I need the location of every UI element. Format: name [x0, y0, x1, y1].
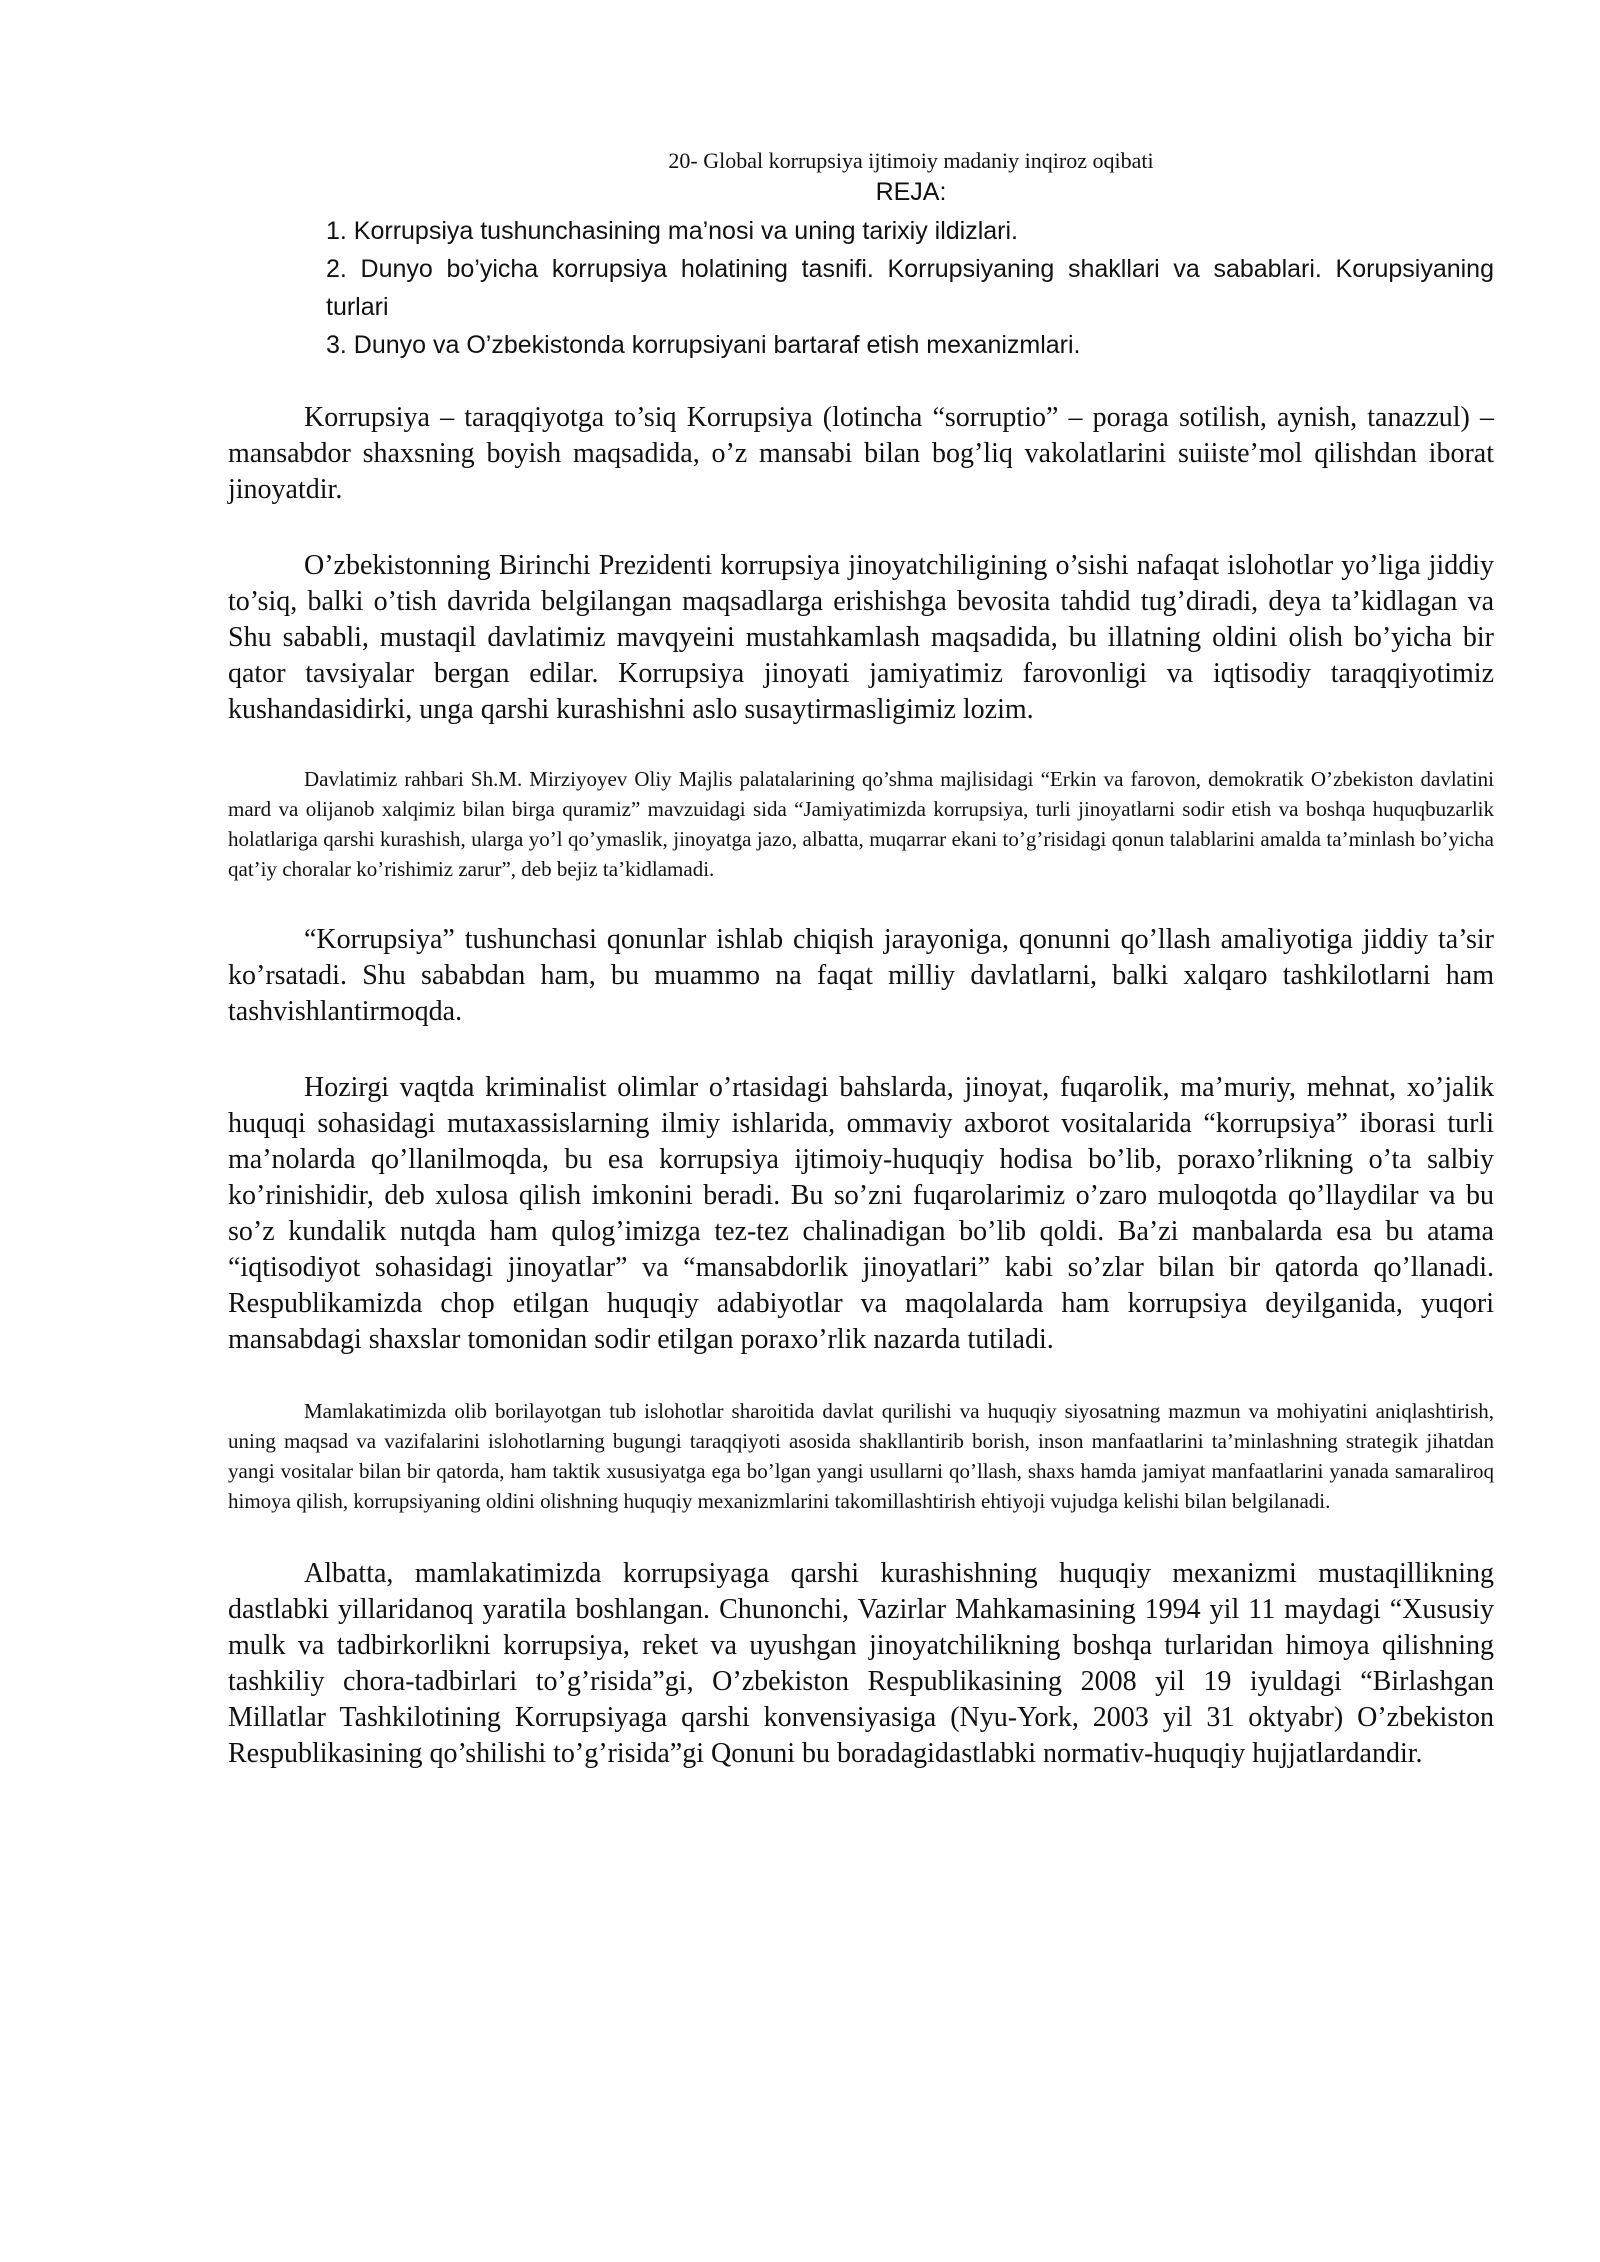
- paragraph-concept: “Korrupsiya” tushunchasi qonunlar ishlab chiqish jarayoniga, qonunni qo’llash amaliyotiga jiddiy ta’sir ko’rsatadi. Shu sababdan ham, bu muammo na faqat milliy davlatlarni, balki xalqaro tashkilotlarni ham tashvishlantirmoqda.: [228, 924, 1494, 1027]
- plan-item: 2. Dunyo bo’yicha korrupsiya holatining tasnifi. Korrupsiyaning shakllari va sabablari. Korupsiyaning turlari: [326, 255, 1494, 321]
- paragraph-legal-mechanism: Albatta, mamlakatimizda korrupsiyaga qarshi kurashishning huquqiy mexanizmi mustaqillikning dastlabki yillaridanoq yaratila boshlangan. Chunonchi, Vazirlar Mahkamasining 1994 yil 11 maydagi “Xususiy mulk va tadbirkorlikni korrupsiya, reket va uyushgan jinoyatchilikning boshqa turlaridan himoya qilishning tashkiliy chora-tadbirlari to’g’risida”gi, O’zbekiston Respublikasining 2008 yil 19 iyuldagi “Birlashgan Millatlar Tashkilotining Korrupsiyaga qarshi konvensiyasiga (Nyu-York, 2003 yil 31 oktyabr) O’zbekiston Respublikasining qo’shilishi to’g’risida”gi Qonuni bu boradagidastlabki normativ-huquqiy hujjatlardandir.: [228, 1558, 1494, 1769]
- plan-list: [228, 212, 1494, 364]
- paragraph-definition: Korrupsiya – taraqqiyotga to’siq Korrupsiya (lotincha “sorruptio” – poraga sotilish, aynish, tanazzul) – mansabdor shaxsning boyish maqsadida, o’z mansabi bilan bog’liq vakolatlarini suiiste’mol qilishdan iborat jinoyatdir.: [228, 402, 1494, 505]
- paragraph-usage: Hozirgi vaqtda kriminalist olimlar o’rtasidagi bahslarda, jinoyat, fuqarolik, ma’muriy, mehnat, xo’jalik huquqi sohasidagi mutaxassislarning ilmiy ishlarida, ommaviy axborot vositalarida “korrupsiya” iborasi turli ma’nolarda qo’llanilmoqda, bu esa korrupsiya ijtimoiy-huquqiy hodisa bo’lib, poraxo’rlikning o’ta salbiy ko’rinishidir, deb xulosa qilish imkonini beradi. Bu so’zni fuqarolarimiz o’zaro muloqotda qo’llaydilar va bu so’z kundalik nutqda ham qulog’imizga tez-tez chalinadigan bo’lib qoldi. Ba’zi manbalarda esa bu atama “iqtisodiyot sohasidagi jinoyatlar” va “mansabdorlik jinoyatlari” kabi so’zlar bilan bir qatorda qo’llanadi. Respublikamizda chop etilgan huquqiy adabiyotlar va maqolalarda ham korrupsiya deyilganida, yuqori mansabdagi shaxslar tomonidan sodir etilgan poraxo’rlik nazarda tutiladi.: [228, 1072, 1494, 1355]
- document-page: [228, 146, 1494, 1772]
- paragraph-reforms: Mamlakatimizda olib borilayotgan tub islohotlar sharoitida davlat qurilishi va huquqiy siyosatning mazmun va mohiyatini aniqlashtirish, uning maqsad va vazifalarini islohotlarning bugungi taraqqiyoti asosida shakllantirib borish, inson manfaatlarini ta’minlashning strategik jihatdan yangi vositalar bilan bir qatorda, ham taktik xususiyatga ega bo’lgan yangi usullarni qo’llash, shaxs hamda jamiyat manfaatlarini yanada samaraliroq himoya qilish, korrupsiyaning oldini olishning huquqiy mexanizmlarini takomillashtirish ehtiyoji vujudga kelishi bilan belgilanadi.: [228, 1399, 1494, 1513]
- document-title: 20- Global korrupsiya ijtimoiy madaniy inqiroz oqibati: [668, 148, 1154, 173]
- plan-item: 1. Korrupsiya tushunchasining ma’nosi va uning tarixiy ildizlari.: [326, 217, 1019, 245]
- paragraph-first-president: O’zbekistonning Birinchi Prezidenti korrupsiya jinoyatchiligining o’sishi nafaqat islohotlar yo’liga jiddiy to’siq, balki o’tish davrida belgilangan maqsadlarga erishishga bevosita tahdid tug’diradi, deya ta’kidlagan va Shu sababli, mustaqil davlatimiz mavqyeini mustahkamlash maqsadida, bu illatning oldini olish bo’yicha bir qator tavsiyalar bergan edilar. Korrupsiya jinoyati jamiyatimiz farovonligi va iqtisodiy taraqqiyotimiz kushandasidirki, unga qarshi kurashishni aslo susaytirmasligimiz lozim.: [228, 550, 1494, 725]
- plan-heading: REJA:: [875, 178, 947, 206]
- plan-item: 3. Dunyo va O’zbekistonda korrupsiyani bartaraf etish mexanizmlari.: [326, 331, 1081, 359]
- paragraph-mirziyoyev-quote: Davlatimiz rahbari Sh.M. Mirziyoyev Oliy Majlis palatalarining qo’shma majlisidagi “Erkin va farovon, demokratik O’zbekiston davlatini mard va olijanob xalqimiz bilan birga quramiz” mavzuidagi sida “Jamiyatimizda korrupsiya, turli jinoyatlarni sodir etish va boshqa huquqbuzarlik holatlariga qarshi kurashish, ularga yo’l qo’ymaslik, jinoyatga jazo, albatta, muqarrar ekani to’g’risidagi qonun talablarini amalda ta’minlash bo’yicha qat’iy choralar ko’rishimiz zarur”, deb bejiz ta’kidlamadi.: [228, 767, 1494, 881]
